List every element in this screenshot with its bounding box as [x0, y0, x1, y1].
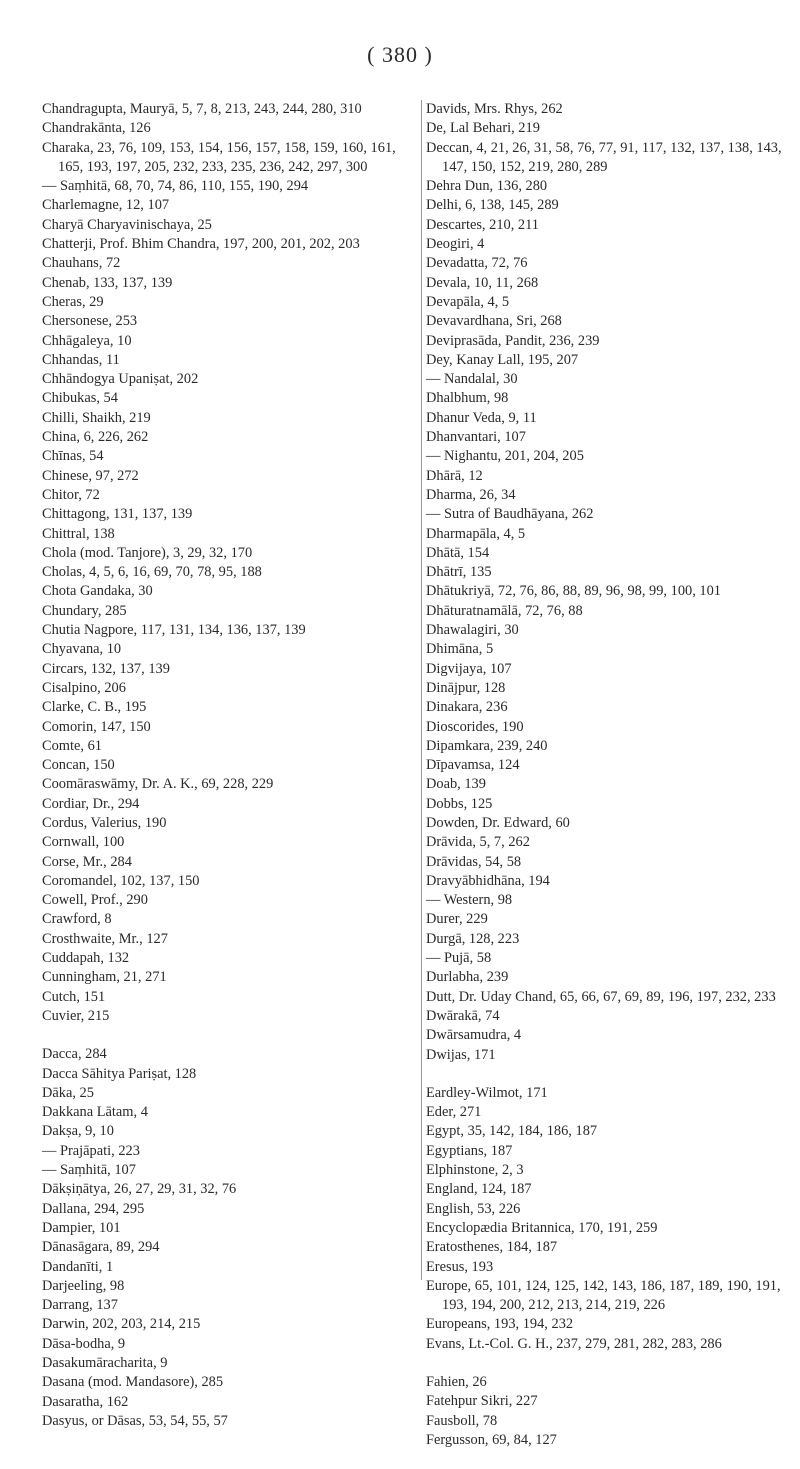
index-entry: Dasana (mod. Mandasore), 285 [42, 1374, 224, 1391]
index-entry: Eder, 271 [426, 1104, 482, 1121]
index-entry: Dwārsamudra, 4 [426, 1027, 522, 1044]
index-entry: Deccan, 4, 21, 26, 31, 58, 76, 77, 91, 117, 132, 137, 138, 143, 147, 150, 152, 219, 280, 289 [426, 139, 782, 175]
index-section [426, 1373, 788, 1450]
left-index-column [42, 100, 420, 1450]
index-entry: Durgā, 128, 223 [426, 930, 520, 947]
index-entry: Encyclopædia Britannica, 170, 191, 259 [426, 1219, 658, 1236]
index-entry: Chutia Nagpore, 117, 131, 134, 136, 137, 139 [42, 622, 306, 639]
index-entry: Dutt, Dr. Uday Chand, 65, 66, 67, 69, 89, 196, 197, 232, 233 [426, 988, 776, 1005]
index-entry: Egyptians, 187 [426, 1142, 513, 1159]
index-entry: Deogiri, 4 [426, 236, 485, 253]
index-entry: Dowden, Dr. Edward, 60 [426, 814, 570, 831]
index-entry: Dhimāna, 5 [426, 641, 494, 658]
index-entry: Egypt, 35, 142, 184, 186, 187 [426, 1123, 598, 1140]
index-entry: Cuvier, 215 [42, 1007, 110, 1024]
index-entry: Comorin, 147, 150 [42, 718, 151, 735]
index-entry: Crawford, 8 [42, 911, 112, 928]
index-entry: Devapāla, 4, 5 [426, 293, 510, 310]
index-entry: Fahien, 26 [426, 1374, 487, 1390]
index-entry: Dinakara, 236 [426, 699, 508, 716]
index-entry: Dhātā, 154 [426, 544, 490, 561]
index-entry: — Saṃhitā, 107 [42, 1162, 136, 1179]
index-entry: Dhātrī, 135 [426, 564, 492, 581]
index-entry: Dandanīti, 1 [42, 1258, 114, 1275]
index-entry: Charlemagne, 12, 107 [42, 197, 170, 214]
index-entry: Cisalpino, 206 [42, 679, 126, 696]
index-entry: Drāvidas, 54, 58 [426, 853, 522, 870]
index-entry: England, 124, 187 [426, 1181, 532, 1198]
index-entry: Dasyus, or Dāsas, 53, 54, 55, 57 [42, 1412, 228, 1429]
index-entry: Comte, 61 [42, 737, 102, 754]
index-entry: Dipamkara, 239, 240 [426, 737, 548, 754]
index-entry: Chola (mod. Tanjore), 3, 29, 32, 170 [42, 544, 253, 561]
index-entry: Chitor, 72 [42, 486, 100, 503]
index-entry: — Prajāpati, 223 [42, 1142, 140, 1159]
index-entry: Cordus, Valerius, 190 [42, 814, 167, 831]
index-entry: Delhi, 6, 138, 145, 289 [426, 197, 559, 214]
index-entry: Concan, 150 [42, 757, 115, 774]
index-entry: Dallana, 294, 295 [42, 1200, 145, 1217]
index-entry: Chittagong, 131, 137, 139 [42, 506, 193, 523]
index-entry: Dānasāgara, 89, 294 [42, 1239, 160, 1256]
index-entry: — Nighantu, 201, 204, 205 [426, 448, 584, 465]
index-entry: Eratosthenes, 184, 187 [426, 1239, 558, 1256]
index-entry: Dasaratha, 162 [42, 1393, 129, 1410]
index-entry: Dharmapāla, 4, 5 [426, 525, 526, 542]
index-entry: Cornwall, 100 [42, 834, 125, 851]
index-entry: Devadatta, 72, 76 [426, 255, 528, 272]
index-entry: Coromandel, 102, 137, 150 [42, 872, 200, 889]
index-entry: Evans, Lt.-Col. G. H., 237, 279, 281, 282, 283, 286 [426, 1335, 722, 1352]
index-entry: Eresus, 193 [426, 1258, 494, 1275]
index-entry: Dhalbhum, 98 [426, 390, 509, 407]
index-entry: Chittral, 138 [42, 525, 115, 542]
index-entry: Dhanvantari, 107 [426, 429, 526, 446]
index-entry: Dinājpur, 128 [426, 679, 506, 696]
index-entry: Chenab, 133, 137, 139 [42, 274, 173, 291]
index-entry: Dacca, 284 [42, 1046, 107, 1063]
index-entry: Clarke, C. B., 195 [42, 699, 147, 716]
index-entry: Davids, Mrs. Rhys, 262 [426, 101, 563, 117]
index-entry: Drāvida, 5, 7, 262 [426, 834, 530, 851]
index-entry: Chersonese, 253 [42, 313, 138, 330]
index-entry: Cholas, 4, 5, 6, 16, 69, 70, 78, 95, 188 [42, 564, 262, 581]
index-entry: Chota Gandaka, 30 [42, 583, 153, 600]
index-entry: Dobbs, 125 [426, 795, 493, 812]
index-entry: Dioscorides, 190 [426, 718, 524, 735]
index-section [42, 1045, 420, 1431]
index-entry: Crosthwaite, Mr., 127 [42, 930, 168, 947]
index-entry: Chundary, 285 [42, 602, 127, 619]
index-section [426, 1084, 788, 1354]
index-entry: Circars, 132, 137, 139 [42, 660, 170, 677]
index-entry: Fergusson, 69, 84, 127 [426, 1431, 557, 1448]
index-entry: Cunningham, 21, 271 [42, 969, 167, 986]
index-entry: Darjeeling, 98 [42, 1277, 125, 1294]
index-entry: Dehra Dun, 136, 280 [426, 178, 548, 195]
index-entry: Dākṣiṇātya, 26, 27, 29, 31, 32, 76 [42, 1181, 237, 1198]
index-entry: Doab, 139 [426, 776, 486, 793]
index-entry: Deviprasāda, Pandit, 236, 239 [426, 332, 600, 349]
index-entry: Dakkana Lātam, 4 [42, 1104, 148, 1121]
index-entry: Digvijaya, 107 [426, 660, 512, 677]
index-entry: Corse, Mr., 284 [42, 853, 132, 870]
index-entry: Dhārā, 12 [426, 467, 483, 484]
index-entry: Devala, 10, 11, 268 [426, 274, 539, 291]
index-entry: Fatehpur Sikri, 227 [426, 1393, 538, 1410]
index-entry: English, 53, 226 [426, 1200, 521, 1217]
index-entry: Europe, 65, 101, 124, 125, 142, 143, 186, 187, 189, 190, 191, 193, 194, 200, 212, 213, 214, 219, 226 [426, 1277, 781, 1314]
index-entry: Dhāturatnamālā, 72, 76, 88 [426, 602, 583, 619]
index-entry: — Sutra of Baudhāyana, 262 [426, 506, 594, 523]
index-entry: Chandragupta, Mauryā, 5, 7, 8, 213, 243, 244, 280, 310 [42, 101, 362, 117]
index-entry: — Nandalal, 30 [426, 371, 518, 388]
index-entry: Coomāraswāmy, Dr. A. K., 69, 228, 229 [42, 776, 274, 793]
index-entry: Darwin, 202, 203, 214, 215 [42, 1316, 201, 1333]
index-entry: Dwijas, 171 [426, 1046, 496, 1063]
index-entry: Cowell, Prof., 290 [42, 892, 148, 909]
index-entry: Cheras, 29 [42, 293, 104, 310]
index-entry: Dasakumāracharita, 9 [42, 1355, 168, 1371]
column-divider [421, 100, 422, 1280]
index-entry: Europeans, 193, 194, 232 [426, 1316, 574, 1333]
index-entry: Devavardhana, Sri, 268 [426, 313, 562, 330]
index-entry: Darrang, 137 [42, 1297, 118, 1314]
index-entry: Cuddapah, 132 [42, 950, 130, 967]
right-index-column [426, 100, 788, 1469]
index-entry: Descartes, 210, 211 [426, 216, 539, 233]
index-section [42, 100, 420, 1026]
index-entry: Chhāndogya Upaniṣat, 202 [42, 371, 199, 388]
index-entry: Cordiar, Dr., 294 [42, 795, 140, 812]
index-entry: Fausboll, 78 [426, 1412, 498, 1429]
index-entry: Dravyābhidhāna, 194 [426, 872, 550, 889]
index-entry: Chhāgaleya, 10 [42, 332, 132, 349]
index-entry: Durlabha, 239 [426, 969, 509, 986]
index-entry: Charaka, 23, 76, 109, 153, 154, 156, 157, 158, 159, 160, 161, 165, 193, 197, 205, 232, 233, 235, 236, 242, 297, 300 [42, 139, 396, 175]
index-entry: — Western, 98 [426, 892, 513, 909]
index-entry: Chibukas, 54 [42, 390, 118, 407]
index-entry: — Saṃhitā, 68, 70, 74, 86, 110, 155, 190, 294 [42, 178, 309, 195]
index-entry: Dhātukriyā, 72, 76, 86, 88, 89, 96, 98, 99, 100, 101 [426, 583, 721, 600]
index-entry: Chatterji, Prof. Bhim Chandra, 197, 200, 201, 202, 203 [42, 236, 360, 253]
index-entry: China, 6, 226, 262 [42, 429, 149, 446]
index-entry: — Pujā, 58 [426, 950, 492, 967]
index-entry: Dhawalagiri, 30 [426, 622, 519, 639]
index-entry: Durer, 229 [426, 911, 488, 928]
index-entry: Chinese, 97, 272 [42, 467, 139, 484]
index-entry: Dharma, 26, 34 [426, 486, 516, 503]
index-entry: Chauhans, 72 [42, 255, 121, 272]
index-entry: Dāsa-bodha, 9 [42, 1335, 126, 1352]
index-entry: Dāka, 25 [42, 1084, 94, 1101]
index-entry: Elphinstone, 2, 3 [426, 1162, 524, 1179]
index-entry: Cutch, 151 [42, 988, 106, 1005]
index-entry: Charyā Charyavinischaya, 25 [42, 216, 212, 233]
index-entry: Dacca Sāhitya Pariṣat, 128 [42, 1065, 197, 1082]
index-entry: Chhandas, 11 [42, 351, 120, 368]
index-entry: Dampier, 101 [42, 1219, 121, 1236]
index-entry: Chīnas, 54 [42, 448, 104, 465]
index-entry: Chilli, Shaikh, 219 [42, 409, 151, 426]
index-section [426, 100, 788, 1065]
index-entry: Dīpavamsa, 124 [426, 757, 520, 774]
index-entry: De, Lal Behari, 219 [426, 120, 540, 137]
index-entry: Dhanur Veda, 9, 11 [426, 409, 537, 426]
index-entry: Dakṣa, 9, 10 [42, 1123, 114, 1140]
index-entry: Eardley-Wilmot, 171 [426, 1084, 548, 1101]
index-entry: Chyavana, 10 [42, 641, 122, 658]
page-number: ( 380 ) [367, 42, 433, 67]
index-entry: Chandrakānta, 126 [42, 120, 151, 137]
index-entry: Dey, Kanay Lall, 195, 207 [426, 351, 579, 368]
index-entry: Dwārakā, 74 [426, 1007, 500, 1024]
